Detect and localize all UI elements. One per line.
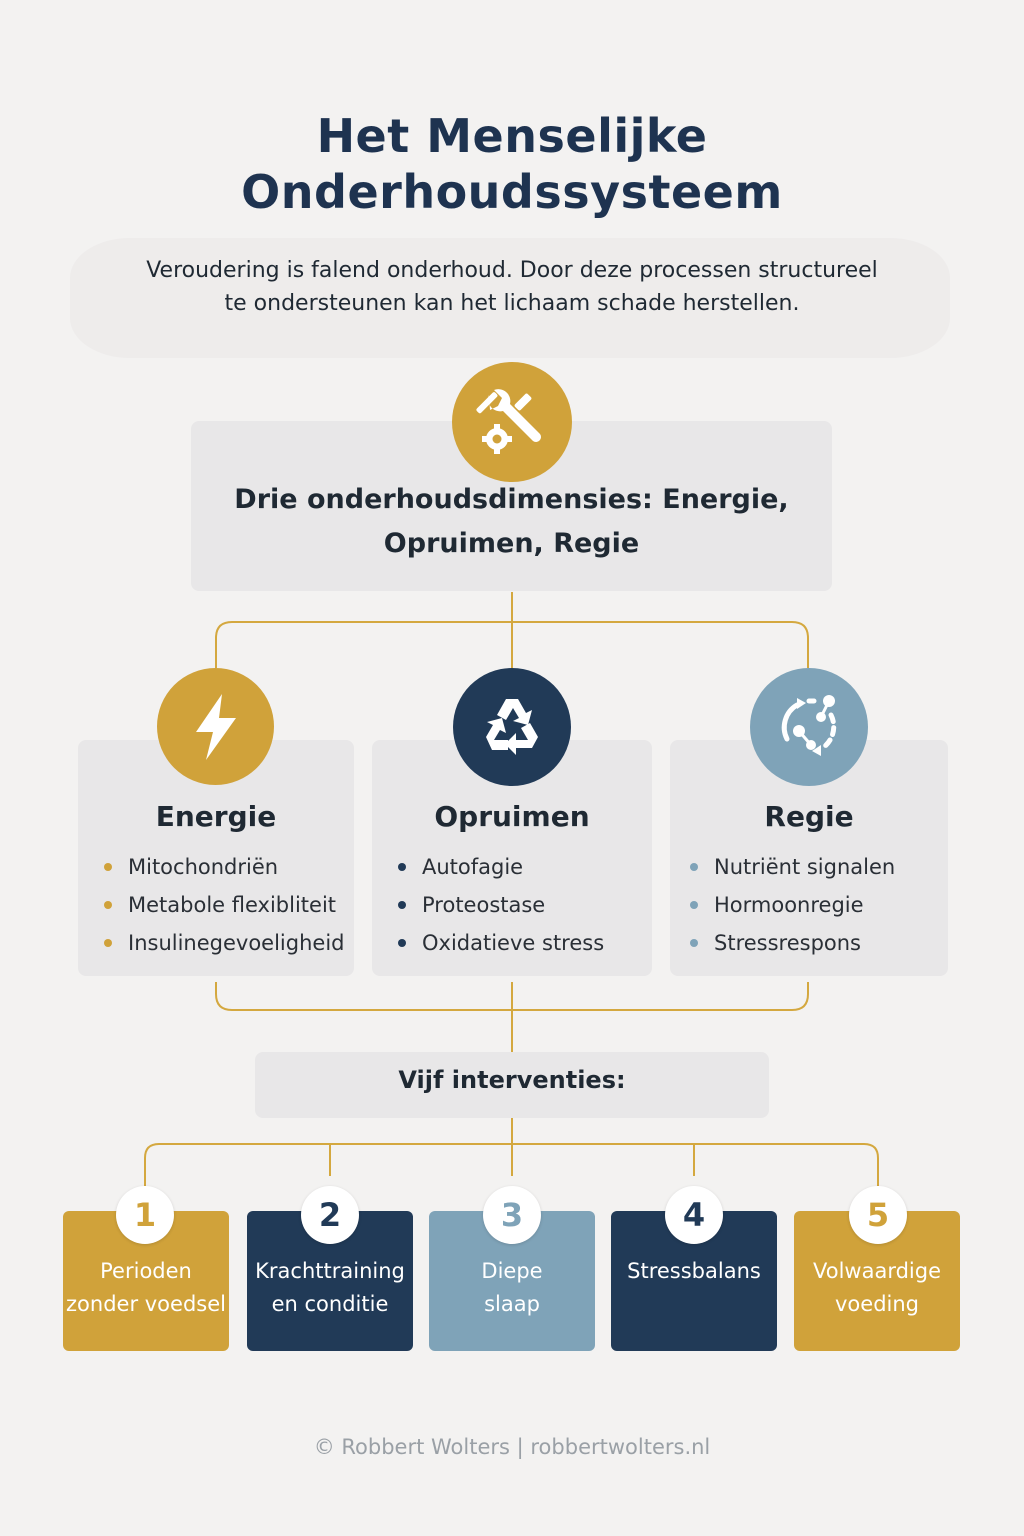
intervention-label-line: Stressbalans: [627, 1259, 761, 1283]
list-item-text: Stressrespons: [714, 931, 861, 955]
summary-line-2: Opruimen, Regie: [383, 528, 640, 559]
dimension-list-energie: [104, 848, 345, 962]
interventions-title: Vijf interventies:: [398, 1066, 626, 1094]
lightning-bolt-icon: [157, 668, 274, 785]
bullet-dot: [398, 939, 406, 947]
dimensions-summary-text: [191, 478, 832, 566]
title-line-1: Het Menselijke: [316, 109, 708, 163]
subtitle: [60, 254, 964, 320]
recycle-icon: [453, 668, 571, 786]
intervention-label-1: [63, 1255, 229, 1321]
wrench-gear-icon: [452, 362, 572, 482]
list-item: [398, 848, 604, 886]
list-item: [104, 886, 345, 924]
summary-line-1: Drie onderhoudsdimensies: Energie,: [234, 484, 789, 515]
intervention-label-2: [247, 1255, 413, 1321]
title-line-2: Onderhoudssysteem: [241, 165, 783, 219]
list-item: [690, 848, 895, 886]
list-item-text: Metabole flexibliteit: [128, 893, 337, 917]
subtitle-line-2: te ondersteunen kan het lichaam schade herstellen.: [224, 291, 800, 316]
list-item-text: Nutriënt signalen: [714, 855, 896, 879]
network-cycle-icon: [750, 668, 868, 786]
intervention-number-5: 5: [849, 1186, 907, 1244]
list-item: [398, 886, 604, 924]
intervention-label-line: voeding: [835, 1292, 919, 1316]
intervention-number-3: 3: [483, 1186, 541, 1244]
intervention-label-3: [429, 1255, 595, 1321]
subtitle-line-1: Veroudering is falend onderhoud. Door deze processen structureel: [146, 258, 878, 283]
list-item-text: Mitochondriën: [128, 855, 279, 879]
intervention-label-4: [611, 1255, 777, 1288]
list-item: [690, 886, 895, 924]
bullet-dot: [690, 863, 698, 871]
intervention-label-line: zonder voedsel: [66, 1292, 226, 1316]
list-item-text: Oxidatieve stress: [422, 931, 605, 955]
dimension-list-regie: [690, 848, 895, 962]
bullet-dot: [104, 901, 112, 909]
dimension-list-opruimen: [398, 848, 604, 962]
intervention-label-line: Krachttraining: [255, 1259, 405, 1283]
dimension-title-opruimen: Opruimen: [434, 800, 590, 833]
intervention-number-2: 2: [301, 1186, 359, 1244]
dimension-title-energie: Energie: [155, 800, 277, 833]
bullet-dot: [398, 901, 406, 909]
intervention-label-line: en conditie: [271, 1292, 389, 1316]
intervention-label-line: Volwaardige: [812, 1259, 941, 1283]
page-title: [0, 108, 1024, 220]
footer-credit: © Robbert Wolters | robbertwolters.nl: [313, 1435, 711, 1459]
intervention-number-1: 1: [116, 1186, 174, 1244]
list-item: [104, 848, 345, 886]
bullet-dot: [104, 939, 112, 947]
bullet-dot: [104, 863, 112, 871]
dimension-title-regie: Regie: [764, 800, 854, 833]
list-item: [690, 924, 895, 962]
list-item-text: Proteostase: [422, 893, 546, 917]
intervention-label-line: Diepe: [481, 1259, 543, 1283]
bullet-dot: [690, 901, 698, 909]
list-item-text: Autofagie: [422, 855, 524, 879]
bullet-dot: [690, 939, 698, 947]
intervention-number-4: 4: [665, 1186, 723, 1244]
list-item: [398, 924, 604, 962]
bullet-dot: [398, 863, 406, 871]
intervention-label-5: [794, 1255, 960, 1321]
list-item: [104, 924, 345, 962]
intervention-label-line: slaap: [484, 1292, 540, 1316]
intervention-label-line: Perioden: [100, 1259, 192, 1283]
list-item-text: Insulinegevoeligheid: [128, 931, 345, 955]
list-item-text: Hormoonregie: [714, 893, 864, 917]
